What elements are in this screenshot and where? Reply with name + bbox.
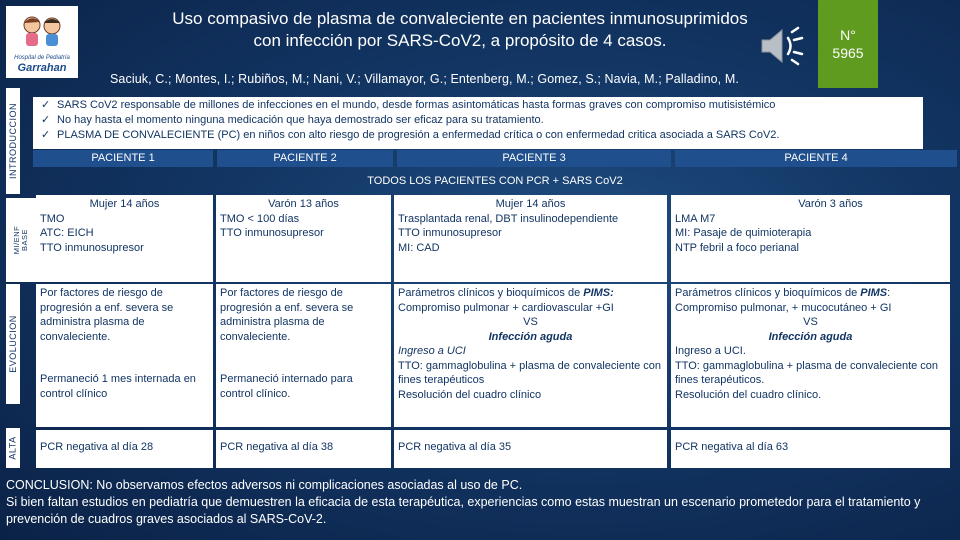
tab-paciente-2[interactable]: PACIENTE 2 (217, 150, 393, 167)
title-line-1: Uso compasivo de plasma de convaleciente en pacientes inmunosuprimidos (172, 9, 748, 28)
intro-bullet: ✓ PLASMA DE CONVALECIENTE (PC) en niños con alto riesgo de progresión a enfermedad crítica o con enfermedad critica asociada a SARS CoV2. (41, 129, 780, 141)
patient-3-evolution-card: Parámetros clínicos y bioquímicos de PIMS: Compromiso pulmonar + cardiovascular +GI VS Infección aguda Ingreso a UCI TTO: gammaglobulina + plasma de convaleciente con fines terapéuticos Resolución del cuadro clínico (394, 284, 667, 427)
patient-tabs (33, 150, 957, 167)
logo-subtitle: Hospital de Pediatría (14, 55, 70, 61)
tab-paciente-1[interactable]: PACIENTE 1 (33, 150, 213, 167)
page-title (140, 8, 780, 52)
check-icon: ✓ (41, 99, 51, 111)
title-line-2: con infección por SARS-CoV2, a propósito de 4 casos. (253, 31, 667, 50)
patient-2-base-card: Varón 13 años TMO < 100 días TTO inmunosupresor (216, 195, 391, 282)
section-label-alta: ALTA (6, 428, 20, 468)
check-icon: ✓ (41, 129, 51, 141)
patient-header: Mujer 14 años (89, 198, 160, 210)
speaker-icon[interactable] (758, 26, 806, 66)
patient-header: Varón 13 años (268, 198, 339, 210)
conclusion-line-2: Si bien faltan estudios en pediatría que demuestren la eficacia de esta terapéutica, experiencias como estas muestran un escenario prometedor para el tratamiento y prevención de cuadros graves asociados al SARS-CoV-2. (6, 495, 921, 526)
patient-4-base-card: Varón 3 años LMA M7 MI: Pasaje de quimioterapia NTP febril a foco perianal (671, 195, 950, 282)
all-patients-note: TODOS LOS PACIENTES CON PCR + SARS CoV2 (367, 175, 623, 187)
patient-4-evolution-card: Parámetros clínicos y bioquímicos de PIMS: Compromiso pulmonar, + mucocutáneo + GI VS Infección aguda Ingreso a UCI. TTO: gammaglobulina + plasma de convaleciente con fines terapéuticos. Resolución del cuadro clínico. (671, 284, 950, 427)
children-illustration-icon (16, 14, 68, 50)
patient-1-alta-card: PCR negativa al día 28 (36, 430, 213, 468)
patient-2-evolution-card: Por factores de riesgo de progresión a enf. severa se administra plasma de convaleciente. Permaneció internado para control clínico. (216, 284, 391, 427)
tab-paciente-4[interactable]: PACIENTE 4 (675, 150, 957, 167)
section-label-evolucion: EVOLUCION (6, 284, 20, 404)
poster-number-badge (818, 0, 878, 88)
intro-box (33, 97, 923, 149)
patient-1-evolution-card: Por factores de riesgo de progresión a enf. severa se administra plasma de convaleciente. Permaneció 1 mes internada en control clínico (36, 284, 213, 427)
authors: Saciuk, C.; Montes, I.; Rubiños, M.; Nani, V.; Villamayor, G.; Entenberg, M.; Gomez, S.; Navia, M.; Palladino, M. (110, 72, 739, 86)
tab-paciente-3[interactable]: PACIENTE 3 (397, 150, 671, 167)
patient-4-alta-card: PCR negativa al día 63 (671, 430, 950, 468)
conclusion-line-1: CONCLUSION: No observamos efectos adversos ni complicaciones asociadas al uso de PC. (6, 478, 523, 492)
patient-header: Mujer 14 años (495, 198, 566, 210)
patient-3-base-card: Mujer 14 años Trasplantada renal, DBT insulinodependiente TTO inmunosupresor MI: CAD (394, 195, 667, 282)
patient-2-alta-card: PCR negativa al día 38 (216, 430, 391, 468)
patient-3-alta-card: PCR negativa al día 35 (394, 430, 667, 468)
conclusion (6, 477, 950, 528)
section-label-base: MI/ENF BASE (6, 198, 36, 282)
section-label-intro: INTRODUCCION (6, 88, 20, 194)
logo-name: Garrahan (17, 62, 67, 74)
intro-bullet: ✓ SARS CoV2 responsable de millones de infecciones en el mundo, desde formas asintomáticas hasta formas graves con compromiso mutisistémico (41, 99, 776, 111)
hospital-logo (6, 6, 78, 78)
badge-number: 5965 (832, 45, 864, 61)
patient-1-base-card: Mujer 14 años TMO ATC: EICH TTO inmunosupresor (36, 195, 213, 282)
intro-bullet: ✓ No hay hasta el momento ninguna medicación que haya demostrado ser eficaz para su tratamiento. (41, 114, 544, 126)
badge-label: N° (840, 27, 856, 43)
check-icon: ✓ (41, 114, 51, 126)
patient-header: Varón 3 años (798, 198, 863, 210)
